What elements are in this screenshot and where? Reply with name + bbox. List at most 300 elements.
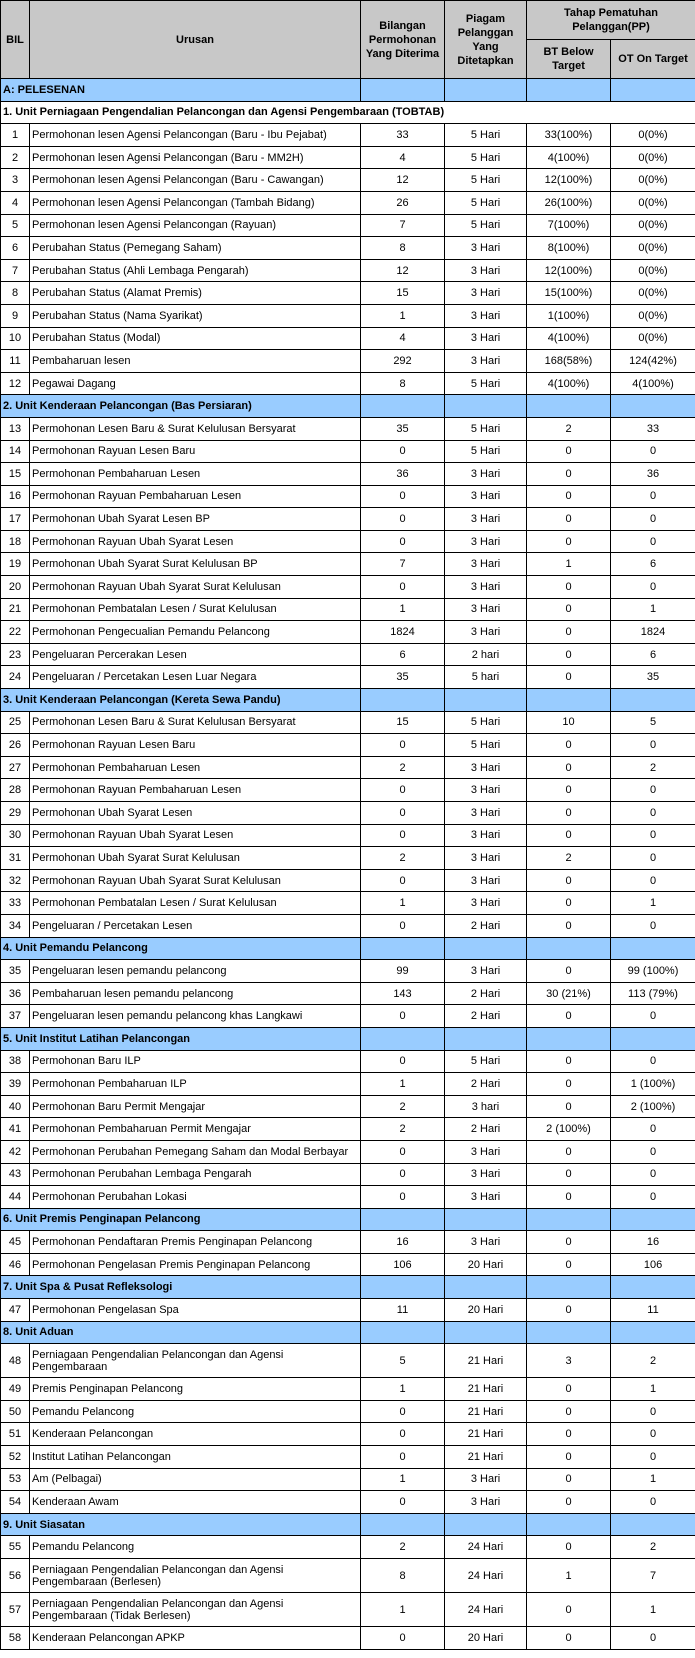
section-title: A: PELESENAN	[1, 79, 361, 102]
cell-ot: 1	[611, 1378, 695, 1401]
cell-urusan: Permohonan lesen Agensi Pelancongan (Baru - Ibu Pejabat)	[30, 124, 361, 147]
cell-piagam: 5 Hari	[445, 214, 527, 237]
table-row	[1, 1073, 695, 1096]
table-row	[1, 304, 695, 327]
cell-bt: 0	[527, 598, 611, 621]
cell-bil: 16	[1, 485, 30, 508]
cell-piagam: 21 Hari	[445, 1446, 527, 1469]
table-row	[1, 960, 695, 983]
cell-bil: 37	[1, 1005, 30, 1028]
cell-bil: 11	[1, 350, 30, 373]
cell-urusan: Kenderaan Awam	[30, 1491, 361, 1514]
cell-bilangan: 143	[361, 982, 445, 1005]
cell-piagam: 3 Hari	[445, 508, 527, 531]
cell-bil: 27	[1, 756, 30, 779]
cell-bil: 57	[1, 1593, 30, 1627]
cell-bilangan: 0	[361, 802, 445, 825]
section-title: 9. Unit Siasatan	[1, 1513, 361, 1536]
cell-bil: 58	[1, 1627, 30, 1650]
cell-bilangan: 12	[361, 169, 445, 192]
cell-urusan: Kenderaan Pelancongan	[30, 1423, 361, 1446]
cell-bilangan: 8	[361, 372, 445, 395]
cell-bt: 4(100%)	[527, 327, 611, 350]
cell-urusan: Perubahan Status (Pemegang Saham)	[30, 237, 361, 260]
cell-urusan: Kenderaan Pelancongan APKP	[30, 1627, 361, 1650]
cell-ot: 2	[611, 1344, 695, 1378]
cell-urusan: Permohonan Perubahan Lokasi	[30, 1186, 361, 1209]
cell-ot: 0	[611, 1423, 695, 1446]
section-empty-cell	[445, 1027, 527, 1050]
table-row	[1, 124, 695, 147]
section-empty-cell	[445, 937, 527, 960]
section-empty-cell	[445, 395, 527, 418]
cell-urusan: Permohonan Baru Permit Mengajar	[30, 1095, 361, 1118]
cell-urusan: Permohonan Rayuan Ubah Syarat Lesen	[30, 530, 361, 553]
cell-bilangan: 8	[361, 237, 445, 260]
cell-bilangan: 1	[361, 598, 445, 621]
cell-piagam: 21 Hari	[445, 1344, 527, 1378]
table-row	[1, 734, 695, 757]
cell-piagam: 3 Hari	[445, 1186, 527, 1209]
table-row	[1, 847, 695, 870]
section-header-row	[1, 689, 695, 712]
table-row	[1, 1378, 695, 1401]
header-urusan: Urusan	[30, 1, 361, 79]
cell-urusan: Permohonan Pengecualian Pemandu Pelancong	[30, 621, 361, 644]
cell-urusan: Permohonan Pembaharuan Permit Mengajar	[30, 1118, 361, 1141]
cell-ot: 1	[611, 892, 695, 915]
cell-bilangan: 2	[361, 756, 445, 779]
table-row	[1, 169, 695, 192]
table-row	[1, 914, 695, 937]
cell-bilangan: 292	[361, 350, 445, 373]
cell-bilangan: 15	[361, 282, 445, 305]
cell-piagam: 3 Hari	[445, 1140, 527, 1163]
cell-piagam: 3 Hari	[445, 576, 527, 599]
cell-ot: 1	[611, 1593, 695, 1627]
cell-bil: 33	[1, 892, 30, 915]
table-row	[1, 1536, 695, 1559]
cell-bil: 54	[1, 1491, 30, 1514]
cell-bt: 0	[527, 1073, 611, 1096]
cell-bt: 0	[527, 576, 611, 599]
cell-ot: 0(0%)	[611, 237, 695, 260]
cell-bilangan: 2	[361, 847, 445, 870]
section-empty-cell	[527, 689, 611, 712]
cell-ot: 0	[611, 508, 695, 531]
cell-ot: 113 (79%)	[611, 982, 695, 1005]
cell-piagam: 3 Hari	[445, 463, 527, 486]
cell-ot: 2 (100%)	[611, 1095, 695, 1118]
cell-bt: 0	[527, 1593, 611, 1627]
cell-bilangan: 0	[361, 824, 445, 847]
cell-urusan: Permohonan Pembaharuan Lesen	[30, 756, 361, 779]
cell-urusan: Perubahan Status (Nama Syarikat)	[30, 304, 361, 327]
table-row	[1, 1163, 695, 1186]
section-empty-cell	[361, 1027, 445, 1050]
cell-bil: 8	[1, 282, 30, 305]
cell-piagam: 2 Hari	[445, 1118, 527, 1141]
cell-bt: 0	[527, 802, 611, 825]
cell-bilangan: 1	[361, 1468, 445, 1491]
cell-urusan: Permohonan Pembatalan Lesen / Surat Kelulusan	[30, 892, 361, 915]
cell-bil: 35	[1, 960, 30, 983]
cell-ot: 0(0%)	[611, 169, 695, 192]
section-empty-cell	[361, 937, 445, 960]
cell-piagam: 3 Hari	[445, 779, 527, 802]
section-empty-cell	[445, 1513, 527, 1536]
section-header-row	[1, 1321, 695, 1344]
cell-bt: 0	[527, 1446, 611, 1469]
cell-bil: 25	[1, 711, 30, 734]
cell-piagam: 3 Hari	[445, 1163, 527, 1186]
cell-bilangan: 7	[361, 214, 445, 237]
table-row	[1, 237, 695, 260]
cell-bil: 21	[1, 598, 30, 621]
cell-bilangan: 0	[361, 914, 445, 937]
section-header-row	[1, 1513, 695, 1536]
cell-bilangan: 35	[361, 417, 445, 440]
cell-bt: 0	[527, 1299, 611, 1322]
cell-bt: 12(100%)	[527, 259, 611, 282]
cell-ot: 16	[611, 1231, 695, 1254]
section-title: 2. Unit Kenderaan Pelancongan (Bas Persiaran)	[1, 395, 361, 418]
section-empty-cell	[611, 1208, 695, 1231]
cell-bilangan: 1824	[361, 621, 445, 644]
cell-bt: 0	[527, 1140, 611, 1163]
cell-bil: 36	[1, 982, 30, 1005]
cell-ot: 0	[611, 1186, 695, 1209]
cell-urusan: Permohonan Ubah Syarat Lesen	[30, 802, 361, 825]
section-empty-cell	[361, 79, 445, 102]
cell-bt: 0	[527, 1005, 611, 1028]
cell-bt: 0	[527, 508, 611, 531]
cell-bilangan: 99	[361, 960, 445, 983]
cell-piagam: 3 Hari	[445, 553, 527, 576]
cell-bil: 47	[1, 1299, 30, 1322]
cell-bilangan: 6	[361, 643, 445, 666]
cell-bt: 2 (100%)	[527, 1118, 611, 1141]
cell-urusan: Permohonan Rayuan Ubah Syarat Surat Kelulusan	[30, 576, 361, 599]
cell-bilangan: 0	[361, 1423, 445, 1446]
cell-piagam: 3 Hari	[445, 869, 527, 892]
section-empty-cell	[527, 1208, 611, 1231]
cell-bil: 24	[1, 666, 30, 689]
cell-bt: 0	[527, 1400, 611, 1423]
cell-ot: 0	[611, 485, 695, 508]
cell-piagam: 5 Hari	[445, 191, 527, 214]
section-empty-cell	[611, 689, 695, 712]
cell-urusan: Permohonan Baru ILP	[30, 1050, 361, 1073]
section-header-row	[1, 79, 695, 102]
table-row	[1, 417, 695, 440]
cell-piagam: 24 Hari	[445, 1559, 527, 1593]
cell-urusan: Pengeluaran lesen pemandu pelancong	[30, 960, 361, 983]
cell-piagam: 5 Hari	[445, 146, 527, 169]
section-title: 6. Unit Premis Penginapan Pelancong	[1, 1208, 361, 1231]
cell-bil: 23	[1, 643, 30, 666]
cell-ot: 0	[611, 1005, 695, 1028]
cell-ot: 7	[611, 1559, 695, 1593]
cell-bt: 12(100%)	[527, 169, 611, 192]
section-empty-cell	[527, 1321, 611, 1344]
cell-piagam: 3 Hari	[445, 485, 527, 508]
cell-piagam: 3 Hari	[445, 304, 527, 327]
cell-bilangan: 12	[361, 259, 445, 282]
cell-piagam: 5 Hari	[445, 169, 527, 192]
cell-bt: 0	[527, 869, 611, 892]
cell-ot: 0	[611, 1140, 695, 1163]
cell-bt: 0	[527, 1186, 611, 1209]
table-row	[1, 1468, 695, 1491]
cell-bt: 4(100%)	[527, 372, 611, 395]
cell-urusan: Permohonan Ubah Syarat Surat Kelulusan	[30, 847, 361, 870]
header-bil: BIL	[1, 1, 30, 79]
cell-urusan: Am (Pelbagai)	[30, 1468, 361, 1491]
cell-urusan: Perubahan Status (Ahli Lembaga Pengarah)	[30, 259, 361, 282]
cell-ot: 0	[611, 1400, 695, 1423]
cell-piagam: 21 Hari	[445, 1378, 527, 1401]
cell-piagam: 2 Hari	[445, 982, 527, 1005]
cell-bilangan: 0	[361, 440, 445, 463]
cell-urusan: Permohonan lesen Agensi Pelancongan (Tambah Bidang)	[30, 191, 361, 214]
cell-bt: 0	[527, 914, 611, 937]
section-empty-cell	[361, 395, 445, 418]
table-row	[1, 1627, 695, 1650]
cell-piagam: 3 Hari	[445, 892, 527, 915]
table-row	[1, 802, 695, 825]
table-row	[1, 327, 695, 350]
cell-urusan: Permohonan Ubah Syarat Surat Kelulusan BP	[30, 553, 361, 576]
cell-bt: 0	[527, 1536, 611, 1559]
cell-urusan: Permohonan Rayuan Ubah Syarat Lesen	[30, 824, 361, 847]
cell-ot: 0	[611, 440, 695, 463]
cell-bilangan: 0	[361, 734, 445, 757]
cell-piagam: 5 Hari	[445, 1050, 527, 1073]
cell-bt: 168(58%)	[527, 350, 611, 373]
cell-piagam: 5 Hari	[445, 372, 527, 395]
cell-bt: 0	[527, 734, 611, 757]
cell-bil: 38	[1, 1050, 30, 1073]
cell-piagam: 3 Hari	[445, 756, 527, 779]
subsection-header-row	[1, 101, 695, 124]
cell-piagam: 2 Hari	[445, 1005, 527, 1028]
cell-bt: 2	[527, 417, 611, 440]
cell-piagam: 3 Hari	[445, 327, 527, 350]
cell-bil: 52	[1, 1446, 30, 1469]
cell-bt: 10	[527, 711, 611, 734]
cell-bt: 33(100%)	[527, 124, 611, 147]
cell-bilangan: 2	[361, 1536, 445, 1559]
cell-bilangan: 16	[361, 1231, 445, 1254]
cell-ot: 99 (100%)	[611, 960, 695, 983]
cell-ot: 0(0%)	[611, 327, 695, 350]
cell-bilangan: 0	[361, 1140, 445, 1163]
cell-bil: 49	[1, 1378, 30, 1401]
section-empty-cell	[611, 1276, 695, 1299]
table-row	[1, 485, 695, 508]
cell-ot: 2	[611, 756, 695, 779]
table-row	[1, 508, 695, 531]
section-title: 1. Unit Perniagaan Pengendalian Pelancongan dan Agensi Pengembaraan (TOBTAB)	[1, 101, 695, 124]
cell-bil: 19	[1, 553, 30, 576]
cell-bilangan: 0	[361, 530, 445, 553]
cell-bil: 51	[1, 1423, 30, 1446]
cell-bil: 17	[1, 508, 30, 531]
cell-urusan: Permohonan Pembaharuan Lesen	[30, 463, 361, 486]
cell-ot: 0	[611, 779, 695, 802]
cell-ot: 0	[611, 1627, 695, 1650]
cell-bt: 4(100%)	[527, 146, 611, 169]
section-empty-cell	[527, 1276, 611, 1299]
section-empty-cell	[611, 1027, 695, 1050]
cell-ot: 0(0%)	[611, 282, 695, 305]
table-row	[1, 576, 695, 599]
section-empty-cell	[361, 1276, 445, 1299]
cell-bilangan: 1	[361, 892, 445, 915]
cell-bil: 56	[1, 1559, 30, 1593]
section-empty-cell	[361, 1321, 445, 1344]
cell-bil: 40	[1, 1095, 30, 1118]
cell-urusan: Permohonan Rayuan Pembaharuan Lesen	[30, 485, 361, 508]
cell-piagam: 5 Hari	[445, 417, 527, 440]
cell-bilangan: 4	[361, 146, 445, 169]
cell-urusan: Permohonan Rayuan Lesen Baru	[30, 440, 361, 463]
cell-piagam: 5 Hari	[445, 711, 527, 734]
cell-urusan: Pembaharuan lesen pemandu pelancong	[30, 982, 361, 1005]
table-row	[1, 530, 695, 553]
cell-bilangan: 0	[361, 508, 445, 531]
cell-ot: 1	[611, 598, 695, 621]
cell-urusan: Perniagaan Pengendalian Pelancongan dan Agensi Pengembaraan (Berlesen)	[30, 1559, 361, 1593]
cell-urusan: Pengeluaran lesen pemandu pelancong khas Langkawi	[30, 1005, 361, 1028]
table-row	[1, 982, 695, 1005]
cell-bilangan: 0	[361, 576, 445, 599]
cell-ot: 0	[611, 802, 695, 825]
table-row	[1, 191, 695, 214]
header-tahap: Tahap Pematuhan Pelanggan(PP)	[527, 1, 695, 40]
table-row	[1, 824, 695, 847]
cell-bil: 10	[1, 327, 30, 350]
cell-urusan: Permohonan Rayuan Ubah Syarat Surat Kelulusan	[30, 869, 361, 892]
cell-urusan: Permohonan Ubah Syarat Lesen BP	[30, 508, 361, 531]
cell-bilangan: 1	[361, 304, 445, 327]
cell-bt: 0	[527, 824, 611, 847]
cell-bil: 50	[1, 1400, 30, 1423]
section-title: 5. Unit Institut Latihan Pelancongan	[1, 1027, 361, 1050]
table-row	[1, 779, 695, 802]
section-header-row	[1, 1027, 695, 1050]
cell-bilangan: 2	[361, 1095, 445, 1118]
cell-ot: 1 (100%)	[611, 1073, 695, 1096]
cell-bilangan: 26	[361, 191, 445, 214]
cell-piagam: 20 Hari	[445, 1253, 527, 1276]
cell-urusan: Permohonan lesen Agensi Pelancongan (Rayuan)	[30, 214, 361, 237]
cell-bt: 26(100%)	[527, 191, 611, 214]
cell-urusan: Pemandu Pelancong	[30, 1400, 361, 1423]
cell-urusan: Perubahan Status (Alamat Premis)	[30, 282, 361, 305]
cell-ot: 0	[611, 1446, 695, 1469]
cell-piagam: 3 Hari	[445, 350, 527, 373]
cell-ot: 0(0%)	[611, 124, 695, 147]
section-empty-cell	[611, 79, 695, 102]
section-empty-cell	[445, 689, 527, 712]
cell-ot: 36	[611, 463, 695, 486]
cell-urusan: Permohonan Perubahan Lembaga Pengarah	[30, 1163, 361, 1186]
table-row	[1, 892, 695, 915]
cell-urusan: Permohonan Pendaftaran Premis Penginapan Pelancong	[30, 1231, 361, 1254]
table-row	[1, 598, 695, 621]
cell-urusan: Permohonan Pengelasan Spa	[30, 1299, 361, 1322]
cell-ot: 0(0%)	[611, 214, 695, 237]
cell-bt: 0	[527, 1627, 611, 1650]
cell-piagam: 3 Hari	[445, 1468, 527, 1491]
cell-ot: 124(42%)	[611, 350, 695, 373]
cell-bilangan: 0	[361, 1446, 445, 1469]
cell-bilangan: 0	[361, 1050, 445, 1073]
table-header	[1, 1, 695, 79]
cell-bil: 29	[1, 802, 30, 825]
cell-bt: 3	[527, 1344, 611, 1378]
table-row	[1, 1231, 695, 1254]
table-row	[1, 643, 695, 666]
cell-bt: 1	[527, 1559, 611, 1593]
section-empty-cell	[445, 1276, 527, 1299]
cell-ot: 0	[611, 1050, 695, 1073]
cell-bt: 0	[527, 530, 611, 553]
cell-bilangan: 0	[361, 1491, 445, 1514]
section-title: 8. Unit Aduan	[1, 1321, 361, 1344]
table-row	[1, 259, 695, 282]
cell-urusan: Pemandu Pelancong	[30, 1536, 361, 1559]
cell-bilangan: 7	[361, 553, 445, 576]
cell-bil: 39	[1, 1073, 30, 1096]
cell-piagam: 5 Hari	[445, 440, 527, 463]
table-row	[1, 1140, 695, 1163]
cell-bt: 1	[527, 553, 611, 576]
section-empty-cell	[611, 1321, 695, 1344]
cell-bt: 0	[527, 1423, 611, 1446]
table-row	[1, 1593, 695, 1627]
cell-bil: 45	[1, 1231, 30, 1254]
cell-urusan: Permohonan Lesen Baru & Surat Kelulusan Bersyarat	[30, 417, 361, 440]
cell-piagam: 3 Hari	[445, 847, 527, 870]
table-row	[1, 372, 695, 395]
cell-ot: 11	[611, 1299, 695, 1322]
cell-urusan: Permohonan Rayuan Lesen Baru	[30, 734, 361, 757]
cell-bil: 20	[1, 576, 30, 599]
cell-ot: 6	[611, 643, 695, 666]
cell-bilangan: 33	[361, 124, 445, 147]
cell-ot: 0	[611, 1491, 695, 1514]
cell-piagam: 3 Hari	[445, 259, 527, 282]
cell-bt: 0	[527, 1253, 611, 1276]
cell-bil: 28	[1, 779, 30, 802]
cell-bil: 14	[1, 440, 30, 463]
cell-bilangan: 1	[361, 1378, 445, 1401]
cell-bt: 0	[527, 643, 611, 666]
cell-bil: 9	[1, 304, 30, 327]
table-body	[1, 79, 695, 1650]
cell-bil: 5	[1, 214, 30, 237]
cell-bt: 0	[527, 960, 611, 983]
cell-bt: 1(100%)	[527, 304, 611, 327]
cell-piagam: 3 Hari	[445, 1231, 527, 1254]
section-empty-cell	[361, 689, 445, 712]
table-row	[1, 553, 695, 576]
section-empty-cell	[611, 395, 695, 418]
section-empty-cell	[445, 1321, 527, 1344]
